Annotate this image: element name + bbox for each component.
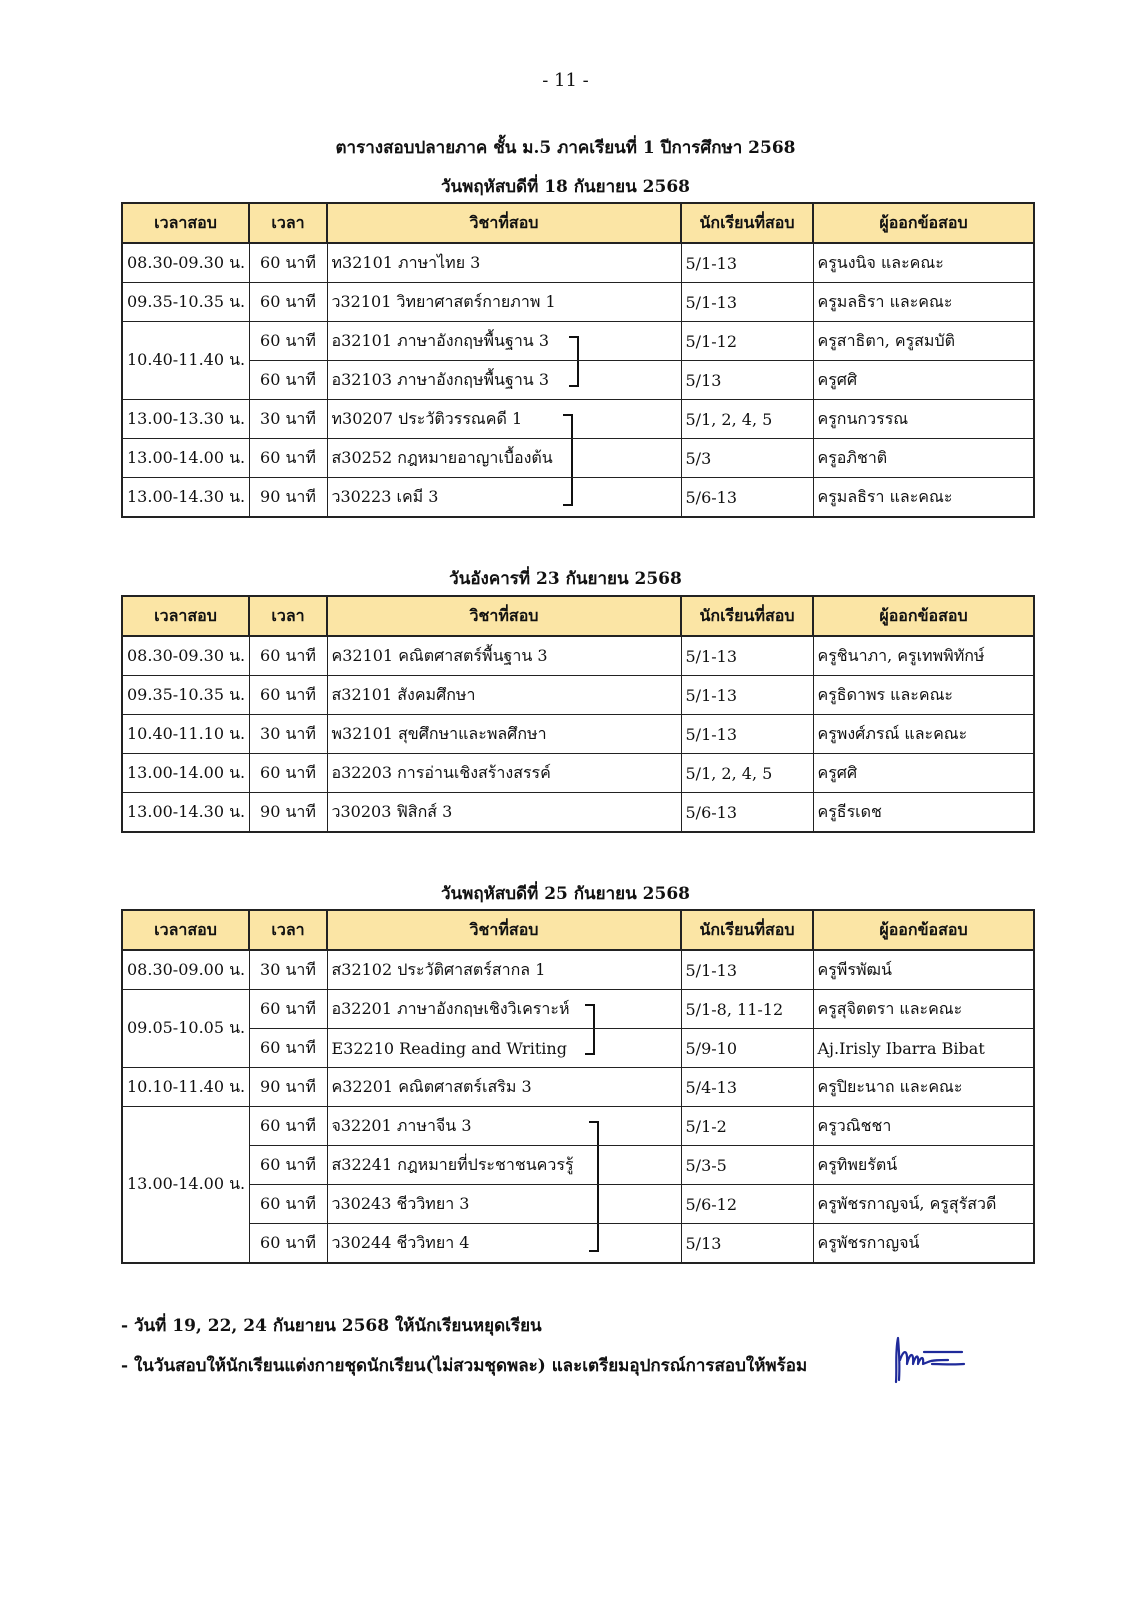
duration: 60 นาที [249,1224,327,1264]
subject-text: อ32201 ภาษาอังกฤษเชิงวิเคราะห์ [331,998,570,1018]
group-bracket [585,1004,595,1029]
table-header-row [122,910,1034,950]
subject [327,478,681,518]
table-header-row [122,596,1034,636]
table-row [122,439,1034,478]
subject: พ32101 สุขศึกษาและพลศึกษา [327,715,681,754]
exam-time: 10.40-11.40 น. [122,322,249,400]
students: 5/6-12 [681,1185,813,1224]
teacher: ครูวณิชชา [813,1107,1034,1146]
teacher: ครูพัชรกาญจน์ [813,1224,1034,1264]
teacher: Aj.Irisly Ibarra Bibat [813,1029,1034,1068]
subject [327,990,681,1029]
teacher: ครูชินาภา, ครูเทพพิทักษ์ [813,636,1034,676]
subject-text: อ32103 ภาษาอังกฤษพื้นฐาน 3 [331,369,549,389]
group-bracket [589,1121,599,1146]
subject-text: ส32241 กฎหมายที่ประชาชนควรรู้ [331,1154,574,1174]
header-subject: วิชาที่สอบ [327,596,681,636]
subject [327,1029,681,1068]
students: 5/1-8, 11-12 [681,990,813,1029]
subject-text: ว30244 ชีววิทยา 4 [331,1232,470,1252]
duration: 60 นาที [249,1107,327,1146]
header-exam-time: เวลาสอบ [122,203,249,243]
teacher: ครูอภิชาติ [813,439,1034,478]
teacher: ครูกนกวรรณ [813,400,1034,439]
teacher: ครูศศิ [813,754,1034,793]
header-subject: วิชาที่สอบ [327,910,681,950]
students: 5/1-13 [681,243,813,283]
duration: 60 นาที [249,1029,327,1068]
group-bracket [563,414,573,439]
signature-image [888,1330,968,1390]
exam-time: 08.30-09.30 น. [122,243,249,283]
exam-time: 13.00-14.00 น. [122,754,249,793]
teacher: ครูมลธิรา และคณะ [813,478,1034,518]
document-title: ตารางสอบปลายภาค ชั้น ม.5 ภาคเรียนที่ 1 ปีการศึกษา 2568 [335,138,796,158]
header-students: นักเรียนที่สอบ [681,910,813,950]
table-row [122,400,1034,439]
table-row [122,1224,1034,1264]
group-bracket [589,1224,599,1253]
subject [327,1224,681,1264]
subject-text: จ32201 ภาษาจีน 3 [331,1115,472,1135]
group-bracket [589,1146,599,1185]
exam-time: 09.35-10.35 น. [122,283,249,322]
students: 5/6-13 [681,478,813,518]
subject: ส32102 ประวัติศาสตร์สากล 1 [327,950,681,990]
teacher: ครูศศิ [813,361,1034,400]
group-bracket [585,1029,595,1056]
table-row [122,754,1034,793]
duration: 60 นาที [249,676,327,715]
header-duration: เวลา [249,596,327,636]
header-duration: เวลา [249,203,327,243]
day-heading-3: วันพฤหัสบดีที่ 25 กันยายน 2568 [440,884,690,904]
table-row [122,990,1034,1029]
exam-table-day-3 [121,909,1035,1264]
teacher: ครูนงนิจ และคณะ [813,243,1034,283]
subject-text: อ32101 ภาษาอังกฤษพื้นฐาน 3 [331,330,549,350]
header-subject: วิชาที่สอบ [327,203,681,243]
note-uniform: - ในวันสอบให้นักเรียนแต่งกายชุดนักเรียน(ไม่สวมชุดพละ) และเตรียมอุปกรณ์การสอบให้พร้อม [121,1356,808,1376]
teacher: ครูสาธิตา, ครูสมบัติ [813,322,1034,361]
teacher: ครูพีรพัฒน์ [813,950,1034,990]
subject [327,1146,681,1185]
note-holiday: - วันที่ 19, 22, 24 กันยายน 2568 ให้นักเรียนหยุดเรียน [121,1316,542,1336]
day-heading-2: วันอังคารที่ 23 กันยายน 2568 [449,569,682,589]
students: 5/3-5 [681,1146,813,1185]
table-row [122,361,1034,400]
subject: ส32101 สังคมศึกษา [327,676,681,715]
group-bracket [589,1185,599,1224]
duration: 60 นาที [249,283,327,322]
subject: ค32201 คณิตศาสตร์เสริม 3 [327,1068,681,1107]
subject: ว32101 วิทยาศาสตร์กายภาพ 1 [327,283,681,322]
day-heading-1: วันพฤหัสบดีที่ 18 กันยายน 2568 [440,177,690,197]
exam-time: 13.00-14.00 น. [122,439,249,478]
students: 5/1, 2, 4, 5 [681,400,813,439]
exam-table-day-2 [121,595,1035,833]
table-row [122,950,1034,990]
header-duration: เวลา [249,910,327,950]
duration: 60 นาที [249,754,327,793]
subject [327,439,681,478]
duration: 60 นาที [249,439,327,478]
table-row [122,1107,1034,1146]
students: 5/1-13 [681,636,813,676]
table-row [122,478,1034,518]
table-row [122,1185,1034,1224]
teacher: ครูพัชรกาญจน์, ครูสุรัสวดี [813,1185,1034,1224]
teacher: ครูพงศ์ภรณ์ และคณะ [813,715,1034,754]
teacher: ครูปิยะนาถ และคณะ [813,1068,1034,1107]
group-bracket [563,478,573,507]
students: 5/1-13 [681,950,813,990]
subject [327,1107,681,1146]
duration: 60 นาที [249,1185,327,1224]
teacher: ครูสุจิตตรา และคณะ [813,990,1034,1029]
group-bracket [569,336,579,361]
header-students: นักเรียนที่สอบ [681,596,813,636]
subject: อ32203 การอ่านเชิงสร้างสรรค์ [327,754,681,793]
subject-text: E32210 Reading and Writing [331,1038,567,1058]
exam-time: 08.30-09.00 น. [122,950,249,990]
table-row [122,793,1034,833]
table-row [122,1068,1034,1107]
exam-time: 13.00-14.00 น. [122,1107,249,1264]
exam-time: 09.05-10.05 น. [122,990,249,1068]
students: 5/1, 2, 4, 5 [681,754,813,793]
duration: 60 นาที [249,1146,327,1185]
duration: 60 นาที [249,636,327,676]
duration: 90 นาที [249,793,327,833]
duration: 30 นาที [249,950,327,990]
students: 5/1-13 [681,676,813,715]
subject [327,322,681,361]
students: 5/1-2 [681,1107,813,1146]
duration: 60 นาที [249,990,327,1029]
students: 5/1-13 [681,283,813,322]
exam-time: 13.00-13.30 น. [122,400,249,439]
table-row [122,283,1034,322]
duration: 60 นาที [249,361,327,400]
duration: 90 นาที [249,478,327,518]
header-exam-time: เวลาสอบ [122,910,249,950]
exam-time: 08.30-09.30 น. [122,636,249,676]
table-row [122,1029,1034,1068]
exam-time: 10.10-11.40 น. [122,1068,249,1107]
subject [327,1185,681,1224]
teacher: ครูธีรเดช [813,793,1034,833]
students: 5/1-12 [681,322,813,361]
header-students: นักเรียนที่สอบ [681,203,813,243]
students: 5/13 [681,1224,813,1264]
subject-text: ว30243 ชีววิทยา 3 [331,1193,470,1213]
students: 5/6-13 [681,793,813,833]
exam-time: 13.00-14.30 น. [122,478,249,518]
header-teacher: ผู้ออกข้อสอบ [813,910,1034,950]
table-row [122,1146,1034,1185]
teacher: ครูทิพยรัตน์ [813,1146,1034,1185]
header-teacher: ผู้ออกข้อสอบ [813,596,1034,636]
table-row [122,676,1034,715]
table-row [122,715,1034,754]
header-teacher: ผู้ออกข้อสอบ [813,203,1034,243]
duration: 30 นาที [249,400,327,439]
subject: ว30203 ฟิสิกส์ 3 [327,793,681,833]
header-exam-time: เวลาสอบ [122,596,249,636]
subject-text: ท30207 ประวัติวรรณคดี 1 [331,408,523,428]
duration: 60 นาที [249,243,327,283]
exam-time: 10.40-11.10 น. [122,715,249,754]
subject-text: ส30252 กฎหมายอาญาเบื้องต้น [331,447,553,467]
duration: 60 นาที [249,322,327,361]
duration: 30 นาที [249,715,327,754]
students: 5/1-13 [681,715,813,754]
group-bracket [563,439,573,478]
duration: 90 นาที [249,1068,327,1107]
group-bracket [569,361,579,388]
students: 5/13 [681,361,813,400]
teacher: ครูธิดาพร และคณะ [813,676,1034,715]
teacher: ครูมลธิรา และคณะ [813,283,1034,322]
subject: ค32101 คณิตศาสตร์พื้นฐาน 3 [327,636,681,676]
subject [327,400,681,439]
subject [327,361,681,400]
exam-time: 13.00-14.30 น. [122,793,249,833]
exam-time: 09.35-10.35 น. [122,676,249,715]
page-number: - 11 - [542,70,589,91]
table-row [122,322,1034,361]
students: 5/4-13 [681,1068,813,1107]
students: 5/9-10 [681,1029,813,1068]
exam-table-day-1 [121,202,1035,518]
subject-text: ว30223 เคมี 3 [331,486,439,506]
students: 5/3 [681,439,813,478]
table-row [122,636,1034,676]
table-header-row [122,203,1034,243]
table-row [122,243,1034,283]
subject: ท32101 ภาษาไทย 3 [327,243,681,283]
